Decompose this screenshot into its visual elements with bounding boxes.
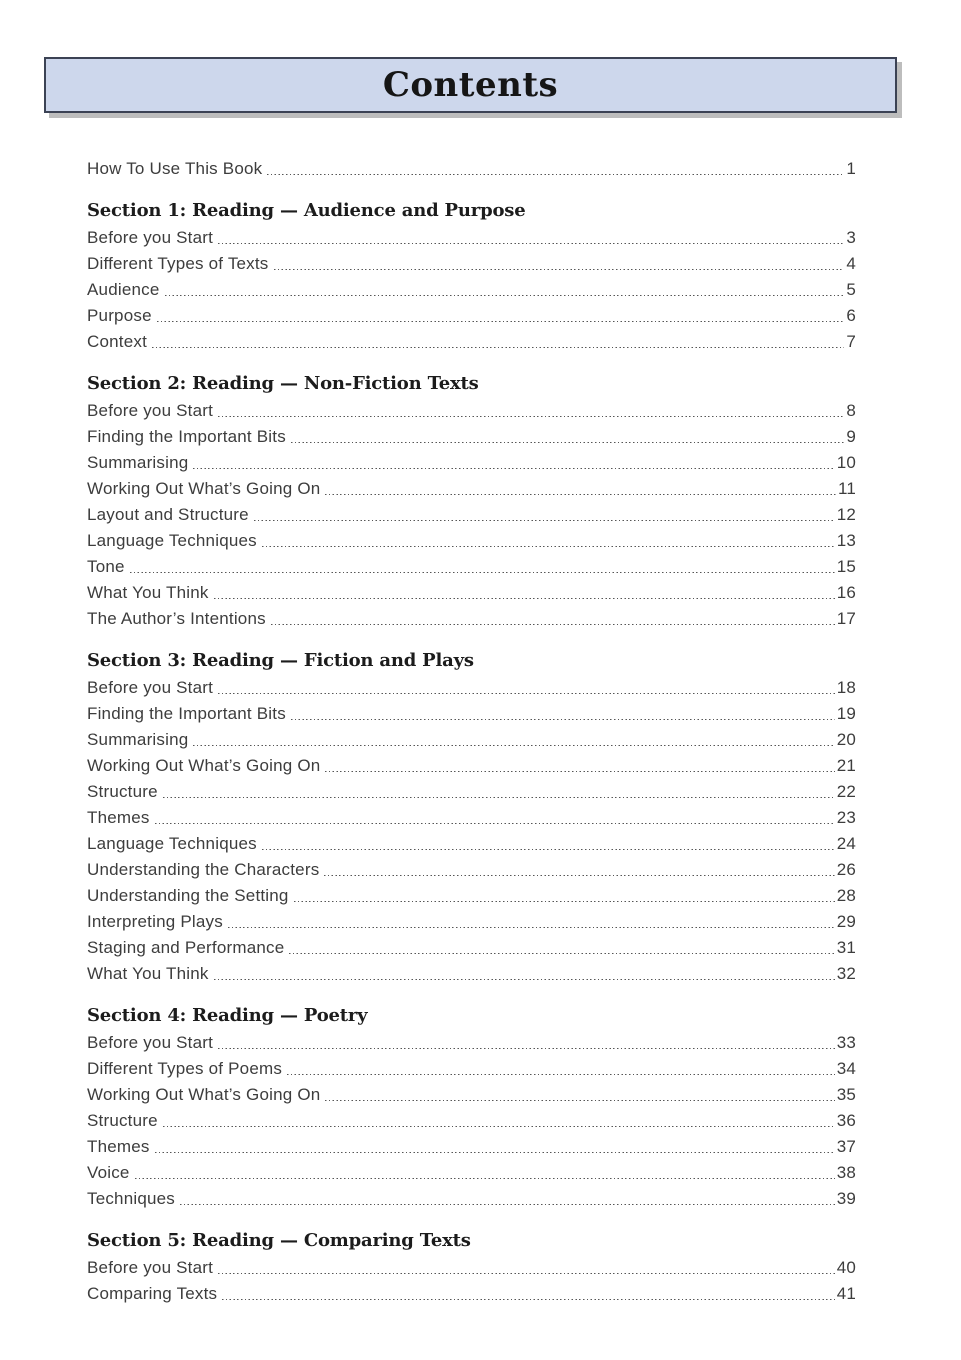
toc-entry-page-number: 29 xyxy=(836,912,856,931)
dotted-leader xyxy=(262,849,835,851)
toc-entry-row xyxy=(87,580,856,606)
dotted-leader xyxy=(214,979,835,981)
toc-entry-label: Voice xyxy=(87,1163,130,1182)
toc-entry-row xyxy=(87,606,856,632)
page-title: Contents xyxy=(382,65,559,105)
toc-entry-page-number: 33 xyxy=(836,1033,856,1052)
toc-entry-label: Summarising xyxy=(87,730,189,749)
toc-entry-row xyxy=(87,753,856,779)
toc-entry-page-number: 7 xyxy=(846,332,856,351)
toc-entry-row xyxy=(87,1281,856,1307)
dotted-leader xyxy=(287,1074,835,1076)
section-heading: Section 3: Reading — Fiction and Plays xyxy=(87,650,474,671)
toc-entry-page-number: 39 xyxy=(836,1189,856,1208)
toc-entry-label: Language Techniques xyxy=(87,834,257,853)
toc-entry-row xyxy=(87,883,856,909)
toc-entry-label: Comparing Texts xyxy=(87,1284,218,1303)
toc-entry-label: Staging and Performance xyxy=(87,938,285,957)
dotted-leader xyxy=(218,693,835,695)
dotted-leader xyxy=(324,875,834,877)
toc-entry-row xyxy=(87,303,856,329)
toc-entry-label: Before you Start xyxy=(87,401,214,420)
toc-entry-row xyxy=(87,329,856,355)
dotted-leader xyxy=(218,416,844,418)
toc-entry-row xyxy=(87,1255,856,1281)
toc-entry-row xyxy=(87,1082,856,1108)
toc-entry-label: Understanding the Setting xyxy=(87,886,289,905)
dotted-leader xyxy=(267,174,844,176)
toc-entry-label: Different Types of Poems xyxy=(87,1059,283,1078)
toc-entry-row xyxy=(87,476,856,502)
toc-entry-page-number: 18 xyxy=(836,678,856,697)
toc-entry-page-number: 37 xyxy=(836,1137,856,1156)
toc-entry-page-number: 20 xyxy=(836,730,856,749)
toc-entry-page-number: 31 xyxy=(836,938,856,957)
toc-entry-page-number: 17 xyxy=(836,609,856,628)
dotted-leader xyxy=(325,1100,834,1102)
toc-entry-label: Language Techniques xyxy=(87,531,257,550)
contents-header-box xyxy=(44,57,897,113)
dotted-leader xyxy=(193,468,834,470)
toc-entry-label: Working Out What’s Going On xyxy=(87,756,321,775)
dotted-leader xyxy=(193,745,834,747)
toc-entry-page-number: 8 xyxy=(846,401,856,420)
toc-entry-row xyxy=(87,1186,856,1212)
toc-entry-page-number: 28 xyxy=(836,886,856,905)
toc-entry-row xyxy=(87,225,856,251)
toc-entry-page-number: 12 xyxy=(836,505,856,524)
toc-entry-row xyxy=(87,675,856,701)
toc-entry-row xyxy=(87,502,856,528)
toc-entry-label: Structure xyxy=(87,1111,158,1130)
toc-entry-label: Before you Start xyxy=(87,678,214,697)
toc-entry-page-number: 16 xyxy=(836,583,856,602)
toc-entry-label: Understanding the Characters xyxy=(87,860,320,879)
toc-entry-row xyxy=(87,450,856,476)
dotted-leader xyxy=(325,771,834,773)
toc-entry-label: Working Out What’s Going On xyxy=(87,1085,321,1104)
toc-entry-row xyxy=(87,831,856,857)
toc-entry-label: How To Use This Book xyxy=(87,159,263,178)
dotted-leader xyxy=(291,719,835,721)
toc-entry-page-number: 40 xyxy=(836,1258,856,1277)
dotted-leader xyxy=(214,598,835,600)
dotted-leader xyxy=(274,269,845,271)
toc-entry-page-number: 6 xyxy=(846,306,856,325)
toc-entry-page-number: 13 xyxy=(836,531,856,550)
toc-entry-label: Tone xyxy=(87,557,125,576)
toc-entry-label: Before you Start xyxy=(87,1033,214,1052)
dotted-leader xyxy=(289,953,834,955)
toc-entry-row xyxy=(87,251,856,277)
toc-entry-label: Themes xyxy=(87,808,150,827)
section-heading: Section 2: Reading — Non-Fiction Texts xyxy=(87,373,479,394)
toc-entry-label: Before you Start xyxy=(87,228,214,247)
section-heading: Section 1: Reading — Audience and Purpose xyxy=(87,200,526,221)
toc-entry-label: Summarising xyxy=(87,453,189,472)
toc-entry-row xyxy=(87,779,856,805)
toc-entry-label: Working Out What’s Going On xyxy=(87,479,321,498)
toc-entry-row xyxy=(87,935,856,961)
toc-entry-label: What You Think xyxy=(87,583,209,602)
toc-entry-page-number: 10 xyxy=(836,453,856,472)
toc-entry-label: Purpose xyxy=(87,306,152,325)
toc-entry-row xyxy=(87,156,856,182)
dotted-leader xyxy=(155,823,835,825)
toc-entry-row xyxy=(87,398,856,424)
toc-entry-page-number: 9 xyxy=(846,427,856,446)
dotted-leader xyxy=(155,1152,835,1154)
toc-entry-row xyxy=(87,424,856,450)
toc-entry-label: Interpreting Plays xyxy=(87,912,223,931)
toc-entry-page-number: 26 xyxy=(836,860,856,879)
dotted-leader xyxy=(218,243,844,245)
toc-entry-page-number: 22 xyxy=(836,782,856,801)
dotted-leader xyxy=(218,1048,835,1050)
toc-entry-label: Techniques xyxy=(87,1189,176,1208)
dotted-leader xyxy=(130,572,835,574)
dotted-leader xyxy=(180,1204,835,1206)
toc-entry-label: The Author’s Intentions xyxy=(87,609,266,628)
toc-entry-page-number: 19 xyxy=(836,704,856,723)
dotted-leader xyxy=(254,520,835,522)
toc-entry-row xyxy=(87,554,856,580)
toc-entry-label: Context xyxy=(87,332,147,351)
toc-entry-label: Audience xyxy=(87,280,160,299)
dotted-leader xyxy=(157,321,845,323)
toc-entry-page-number: 1 xyxy=(846,159,856,178)
toc-entry-page-number: 21 xyxy=(836,756,856,775)
dotted-leader xyxy=(325,494,836,496)
toc-entry-label: Different Types of Texts xyxy=(87,254,269,273)
toc-entry-page-number: 15 xyxy=(836,557,856,576)
section-heading: Section 5: Reading — Comparing Texts xyxy=(87,1230,471,1251)
toc-entry-row xyxy=(87,857,856,883)
toc-entry-label: Structure xyxy=(87,782,158,801)
toc-entry-page-number: 35 xyxy=(836,1085,856,1104)
toc-entry-page-number: 3 xyxy=(846,228,856,247)
toc-entry-row xyxy=(87,1134,856,1160)
toc-entry-label: What You Think xyxy=(87,964,209,983)
dotted-leader xyxy=(135,1178,835,1180)
toc-entry-page-number: 23 xyxy=(836,808,856,827)
toc-entry-row xyxy=(87,1030,856,1056)
section-heading: Section 4: Reading — Poetry xyxy=(87,1005,368,1026)
toc-entry-row xyxy=(87,805,856,831)
toc-entry-page-number: 5 xyxy=(846,280,856,299)
toc-entry-row xyxy=(87,1108,856,1134)
toc-entry-page-number: 41 xyxy=(836,1284,856,1303)
dotted-leader xyxy=(163,797,835,799)
toc-list xyxy=(87,156,856,1307)
dotted-leader xyxy=(218,1273,835,1275)
dotted-leader xyxy=(222,1299,834,1301)
toc-entry-page-number: 4 xyxy=(846,254,856,273)
toc-entry-page-number: 36 xyxy=(836,1111,856,1130)
toc-entry-row xyxy=(87,1056,856,1082)
toc-entry-label: Before you Start xyxy=(87,1258,214,1277)
toc-entry-page-number: 11 xyxy=(837,479,856,498)
dotted-leader xyxy=(291,442,844,444)
toc-entry-row xyxy=(87,1160,856,1186)
dotted-leader xyxy=(271,624,835,626)
toc-entry-row xyxy=(87,277,856,303)
toc-entry-row xyxy=(87,727,856,753)
toc-entry-row xyxy=(87,909,856,935)
dotted-leader xyxy=(165,295,845,297)
dotted-leader xyxy=(228,927,835,929)
toc-entry-label: Layout and Structure xyxy=(87,505,249,524)
toc-entry-page-number: 34 xyxy=(836,1059,856,1078)
toc-entry-page-number: 38 xyxy=(836,1163,856,1182)
dotted-leader xyxy=(152,347,844,349)
dotted-leader xyxy=(262,546,835,548)
toc-entry-label: Finding the Important Bits xyxy=(87,427,286,446)
toc-entry-row xyxy=(87,701,856,727)
toc-entry-label: Themes xyxy=(87,1137,150,1156)
toc-entry-page-number: 24 xyxy=(836,834,856,853)
dotted-leader xyxy=(163,1126,835,1128)
toc-entry-label: Finding the Important Bits xyxy=(87,704,286,723)
toc-entry-page-number: 32 xyxy=(836,964,856,983)
toc-entry-row xyxy=(87,961,856,987)
toc-entry-row xyxy=(87,528,856,554)
dotted-leader xyxy=(294,901,835,903)
